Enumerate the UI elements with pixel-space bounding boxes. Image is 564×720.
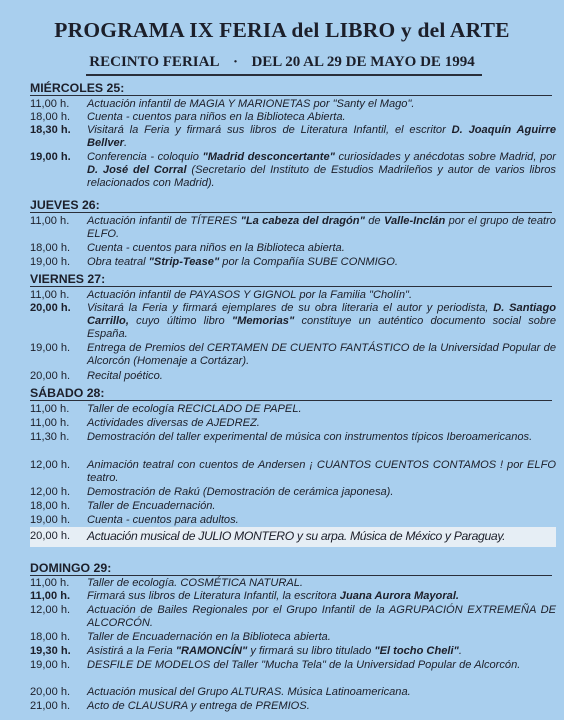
event-time: 18,00 h. (30, 242, 71, 254)
event-description: Actividades diversas de AJEDREZ. (87, 417, 260, 429)
event-description: Recital poético. (87, 370, 163, 382)
event-time: 18,30 h. (30, 124, 71, 136)
event-description: Animación teatral con cuentos de Andersen ¡ CUANTOS CUENTOS CONTAMOS ! por ELFO teatro. (87, 459, 556, 484)
event-description: Actuación infantil de MAGIA Y MARIONETAS por "Santy el Mago". (87, 98, 415, 110)
highlighted-event-row (30, 527, 556, 547)
event-time: 19,30 h. (30, 645, 71, 657)
subtitle-separator: · (232, 54, 238, 70)
event-time: 11,00 h. (30, 417, 70, 429)
event-time: 11,00 h. (30, 98, 70, 110)
page-title: PROGRAMA IX FERIA del LIBRO y del ARTE (54, 18, 510, 42)
event-time: 18,00 h. (30, 500, 71, 512)
day-heading: SÁBADO 28: (30, 386, 105, 400)
event-description: Taller de Encuadernación. (87, 500, 216, 512)
event-description: Asistirá a la Feria "RAMONCÍN" y firmará su libro titulado "El tocho Cheli". (87, 645, 462, 657)
day-heading: MIÉRCOLES 25: (30, 81, 125, 95)
event-description: Cuenta - cuentos para niños en la Biblioteca Abierta. (87, 111, 346, 123)
event-time: 18,00 h. (30, 631, 71, 643)
venue-label: RECINTO FERIAL (89, 54, 220, 70)
event-description: Actuación musical de JULIO MONTERO y su arpa. Música de México y Paraguay. (87, 529, 506, 543)
event-description: DESFILE DE MODELOS del Taller "Mucha Tela" de la Universidad Popular de Alcorcón. (87, 659, 521, 671)
day-divider (30, 212, 552, 213)
day-divider (30, 286, 552, 287)
event-description: Visitará la Feria y firmará sus libros de Literatura Infantil, el escritor D. Joaquín Aguirre Bellver. (87, 124, 556, 149)
day-heading: VIERNES 27: (30, 272, 106, 286)
event-time: 11,00 h. (30, 215, 70, 227)
day-divider (30, 95, 552, 96)
event-description: Cuenta - cuentos para niños en la Biblioteca abierta. (87, 242, 345, 254)
event-description: Actuación infantil de PAYASOS Y GIGNOL por la Familia "Cholín". (87, 289, 413, 301)
event-description: Obra teatral "Strip-Tease" por la Compañía SUBE CONMIGO. (87, 256, 398, 268)
day-heading: JUEVES 26: (30, 198, 100, 212)
event-description: Demostración de Rakú (Demostración de cerámica japonesa). (87, 486, 394, 498)
event-time: 11,00 h. (30, 289, 70, 301)
event-time: 20,00 h. (30, 530, 71, 542)
event-time: 20,00 h. (30, 302, 71, 314)
event-time: 12,00 h. (30, 459, 71, 471)
event-time: 19,00 h. (30, 659, 71, 671)
event-time: 11,00 h. (30, 590, 71, 602)
date-range: DEL 20 AL 29 DE MAYO DE 1994 (251, 54, 475, 70)
day-heading: DOMINGO 29: (30, 561, 112, 575)
event-time: 19,00 h. (30, 342, 71, 354)
event-description: Conferencia - coloquio "Madrid desconcertante" curiosidades y anécdotas sobre Madrid, por D. José del Corral (Secretario del Instituto de Estudios Madrileños y autor de varios libros relacionados con Madrid). (87, 151, 557, 189)
day-divider (30, 400, 552, 401)
event-time: 12,00 h. (30, 604, 71, 616)
event-time: 11,00 h. (30, 577, 70, 589)
event-description: Cuenta - cuentos para adultos. (87, 514, 239, 526)
header-underline (86, 74, 482, 76)
event-description: Taller de ecología. COSMÉTICA NATURAL. (87, 577, 303, 589)
event-time: 21,00 h. (30, 700, 71, 712)
event-description: Firmará sus libros de Literatura Infantil, la escritora Juana Aurora Mayoral. (87, 590, 459, 602)
event-time: 18,00 h. (30, 111, 71, 123)
event-description: Acto de CLAUSURA y entrega de PREMIOS. (87, 700, 310, 712)
event-time: 12,00 h. (30, 486, 71, 498)
event-time: 19,00 h. (30, 514, 71, 526)
event-time: 11,00 h. (30, 403, 70, 415)
event-description: Actuación infantil de TÍTERES "La cabeza del dragón" de Valle-Inclán por el grupo de teatro ELFO. (87, 215, 556, 240)
event-time: 20,00 h. (30, 686, 71, 698)
event-time: 20,00 h. (30, 370, 71, 382)
event-description: Visitará la Feria y firmará ejemplares de su obra literaria el autor y periodista, D. Santiago Carrillo, cuyo último libro "Memorias" constituye un auténtico documento social sobre España. (87, 302, 556, 340)
event-description: Entrega de Premios del CERTAMEN DE CUENTO FANTÁSTICO de la Universidad Popular de Alcorcón (Homenaje a Cortázar). (87, 342, 556, 367)
event-time: 11,30 h. (30, 431, 70, 443)
day-divider (30, 575, 552, 576)
event-description: Taller de Encuadernación en la Biblioteca abierta. (87, 631, 331, 643)
event-time: 19,00 h. (30, 256, 71, 268)
event-description: Actuación de Bailes Regionales por el Grupo Infantil de la AGRUPACIÓN EXTREMEÑA DE ALCORCÓN. (87, 604, 556, 629)
event-time: 19,00 h. (30, 151, 71, 163)
event-description: Actuación musical del Grupo ALTURAS. Música Latinoamericana. (87, 686, 411, 698)
subtitle (0, 54, 564, 71)
event-description: Taller de ecología RECICLADO DE PAPEL. (87, 403, 302, 415)
event-description: Demostración del taller experimental de música con instrumentos típicos Iberoamericanos. (87, 431, 533, 443)
